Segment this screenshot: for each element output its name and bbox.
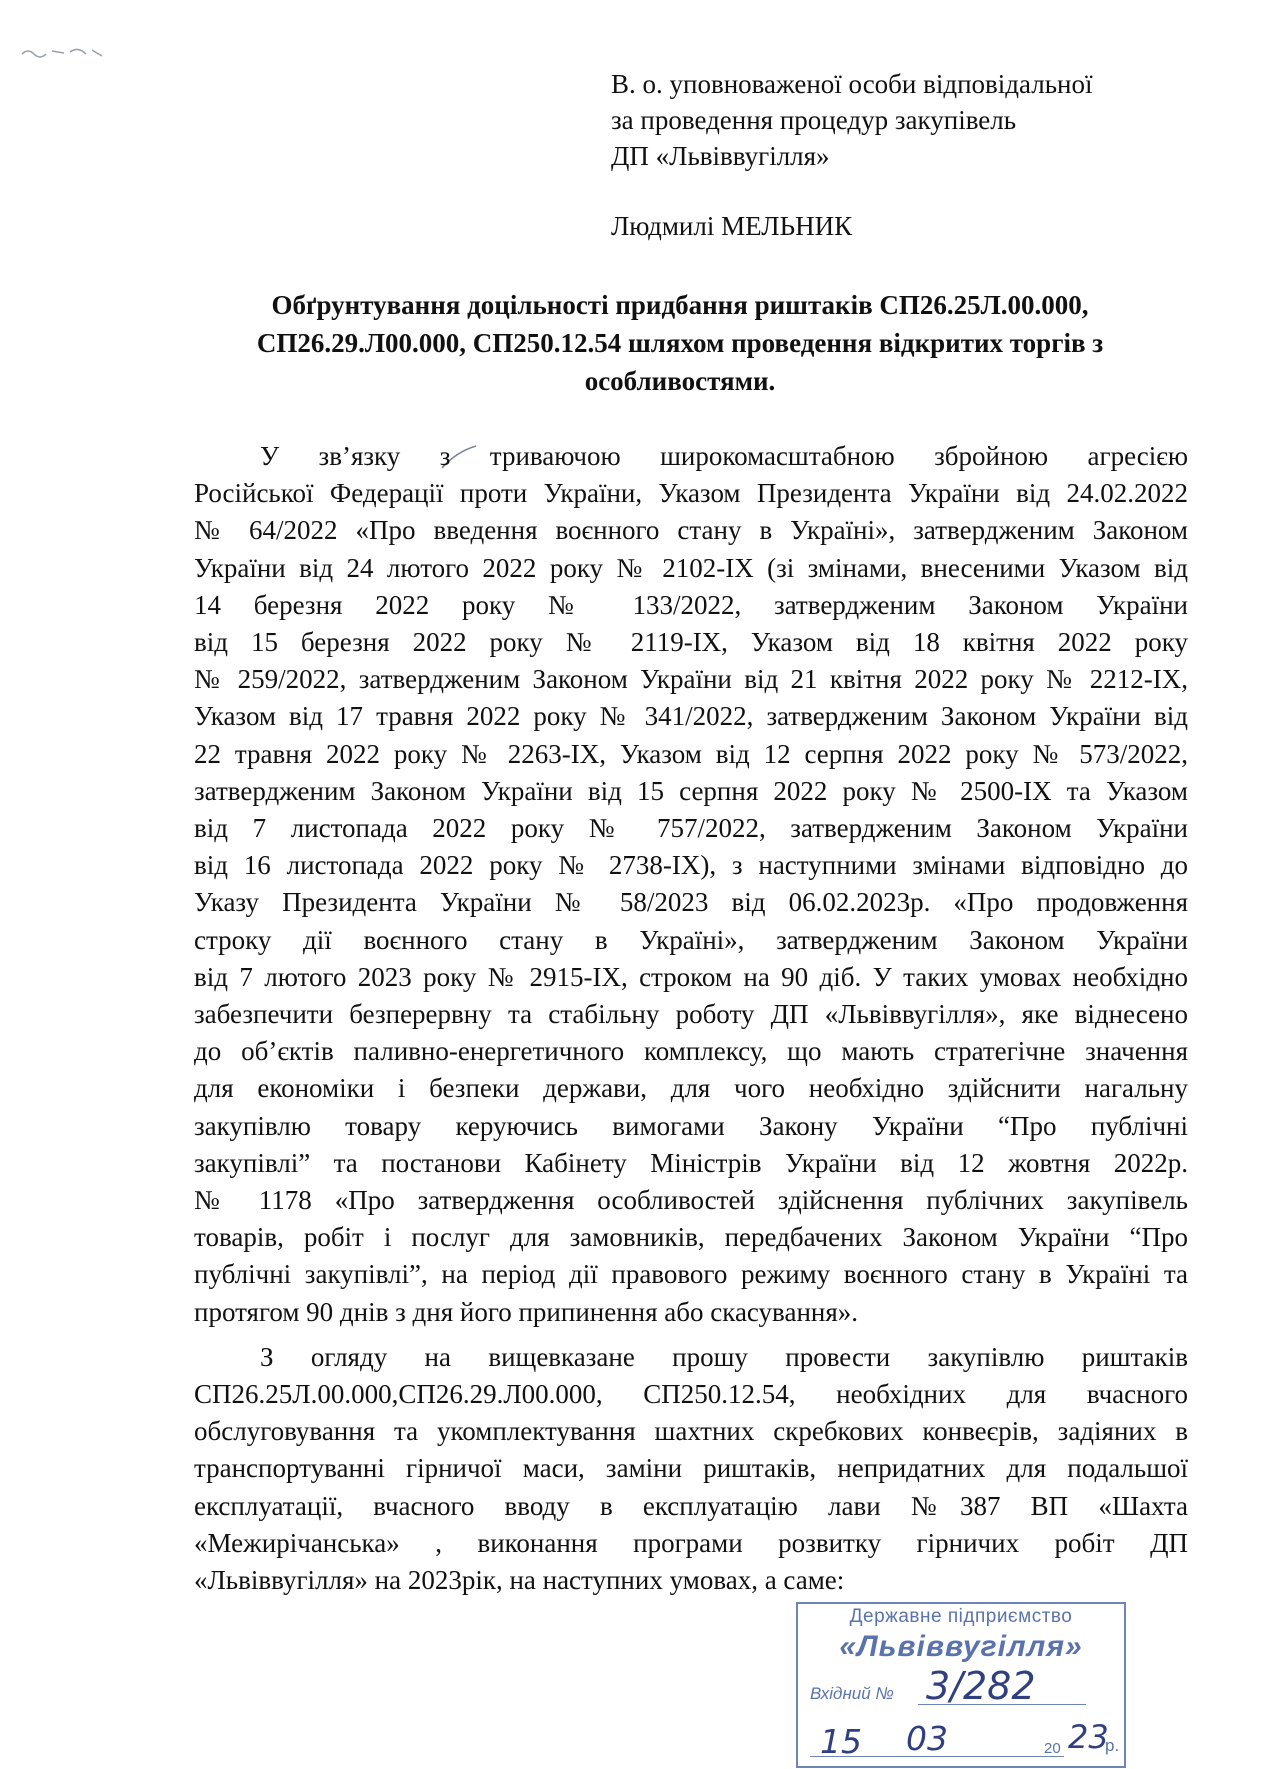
stamp-year: 23 [1068,1718,1109,1756]
paragraph-line: СП26.25Л.00.000,СП26.29.Л00.000, СП250.12.54, необхідних для вчасного [194,1379,1188,1410]
paragraph-line: 22 травня 2022 року № 2263-IX, Указом від 12 серпня 2022 року № 573/2022, [194,738,1188,769]
paragraph-line: № 64/2022 «Про введення воєнного стану в Україні», затвердженим Законом [194,515,1188,546]
paragraph-line: З огляду на вищевказане прошу провести закупівлю риштаків [260,1341,1188,1372]
paragraph-line: від 16 листопада 2022 року № 2738-IX), з наступними змінами відповідно до [194,850,1188,881]
paragraph-line: до об’єктів паливно-енергетичного комплексу, що мають стратегічне значення [194,1036,1188,1067]
paragraph-line: № 1178 «Про затвердження особливостей здійснення публічних закупівель [194,1185,1188,1216]
paragraph-line: від 7 листопада 2022 року № 757/2022, затвердженим Законом України [194,813,1188,844]
title-line: Обґрунтування доцільності придбання риштаків СП26.25Л.00.000, [271,290,1089,320]
addressee-line: В. о. уповноваженої особи відповідальної [611,69,1093,99]
recipient-name: Людмилі МЕЛЬНИК [611,211,853,241]
paragraph-line: закупівлю товару керуючись вимогами Закону України “Про публічні [194,1110,1188,1141]
title-line: СП26.29.Л00.000, СП250.12.54 шляхом проведення відкритих торгів з [256,328,1104,358]
stamp-number-underline [918,1704,1086,1705]
stamp-organization-type: Державне підприємство [849,1606,1073,1627]
stamp-date-underline [810,1756,1064,1757]
paragraph-1 [194,438,1188,1331]
paragraph-line: «Львіввугілля» на 2023рік, на наступних умовах, а саме: [194,1565,845,1596]
registration-stamp [796,1602,1126,1768]
paragraph-line: протягом 90 днів з дня його припинення або скасування». [194,1296,859,1327]
paragraph-line: забезпечити безперервну та стабільну роботу ДП «Львіввугілля», яке віднесено [194,999,1188,1030]
paragraph-line: Російської Федерації проти України, Указом Президента України від 24.02.2022 [194,478,1188,509]
paragraph-line: для економіки і безпеки держави, для чого необхідно здійснити нагальну [194,1073,1188,1104]
paragraph-line: строку дії воєнного стану в Україні», затвердженим Законом України [194,924,1188,955]
paragraph-line: закупівлі” та постанови Кабінету Міністрів України від 12 жовтня 2022р. [194,1147,1188,1178]
paragraph-line: № 259/2022, затвердженим Законом України від 21 квітня 2022 року № 2212-IX, [194,664,1188,695]
paragraph-2 [194,1339,1188,1599]
paragraph-line: Указу Президента України № 58/2023 від 06.02.2023р. «Про продовження [194,887,1188,918]
body-text [194,438,1188,1599]
paragraph-line: Указом від 17 травня 2022 року № 341/2022, затвердженим Законом України від [194,701,1188,732]
addressee-block [611,66,1093,174]
stamp-date-month: 03 [906,1719,948,1758]
paragraph-line: від 7 лютого 2023 року № 2915-IX, строком на 90 діб. У таких умовах необхідно [194,961,1188,992]
title-line: особливостями. [584,366,776,396]
paragraph-line: товарів, робіт і послуг для замовників, передбачених Законом України “Про [194,1222,1188,1253]
stamp-organization-name: «Львіввугілля» [839,1630,1083,1663]
paragraph-line: 14 березня 2022 року № 133/2022, затвердженим Законом України [194,589,1188,620]
paragraph-line: транспортуванні гірничої маси, заміни риштаків, непридатних для подальшої [194,1453,1188,1484]
document-title [190,286,1170,400]
paragraph-line: від 15 березня 2022 року № 2119-IX, Указом від 18 квітня 2022 року [194,627,1188,658]
stamp-incoming-number: 3/282 [926,1664,1036,1708]
stamp-year-suffix: р. [1105,1736,1120,1755]
paragraph-line: затвердженим Законом України від 15 серпня 2022 року № 2500-IX та Указом [194,775,1188,806]
addressee-line: ДП «Львіввугілля» [611,141,830,171]
paragraph-line: обслуговування та укомплектування шахтних скребкових конвеєрів, задіяних в [194,1416,1188,1447]
paragraph-gap [194,1331,1188,1339]
paragraph-line: У зв’язку з триваючою широкомасштабною збройною агресією [260,441,1188,471]
paragraph-line: публічні закупівлі”, на період дії правового режиму воєнного стану в Україні та [194,1259,1188,1290]
corner-scribble-mark [18,42,108,64]
stamp-date-day: 15 [820,1722,862,1761]
stamp-incoming-label: Вхідний № [810,1684,894,1703]
paragraph-line: експлуатації, вчасного вводу в експлуатацію лави №387 ВП «Шахта [194,1490,1188,1521]
addressee-line: за проведення процедур закупівель [611,105,1017,135]
paragraph-line: «Межирічанська» , виконання програми розвитку гірничих робіт ДП [194,1527,1188,1558]
stamp-year-prefix: 20 [1044,1740,1061,1757]
paragraph-line: України від 24 лютого 2022 року № 2102-IX (зі змінами, внесеними Указом від [194,552,1188,583]
